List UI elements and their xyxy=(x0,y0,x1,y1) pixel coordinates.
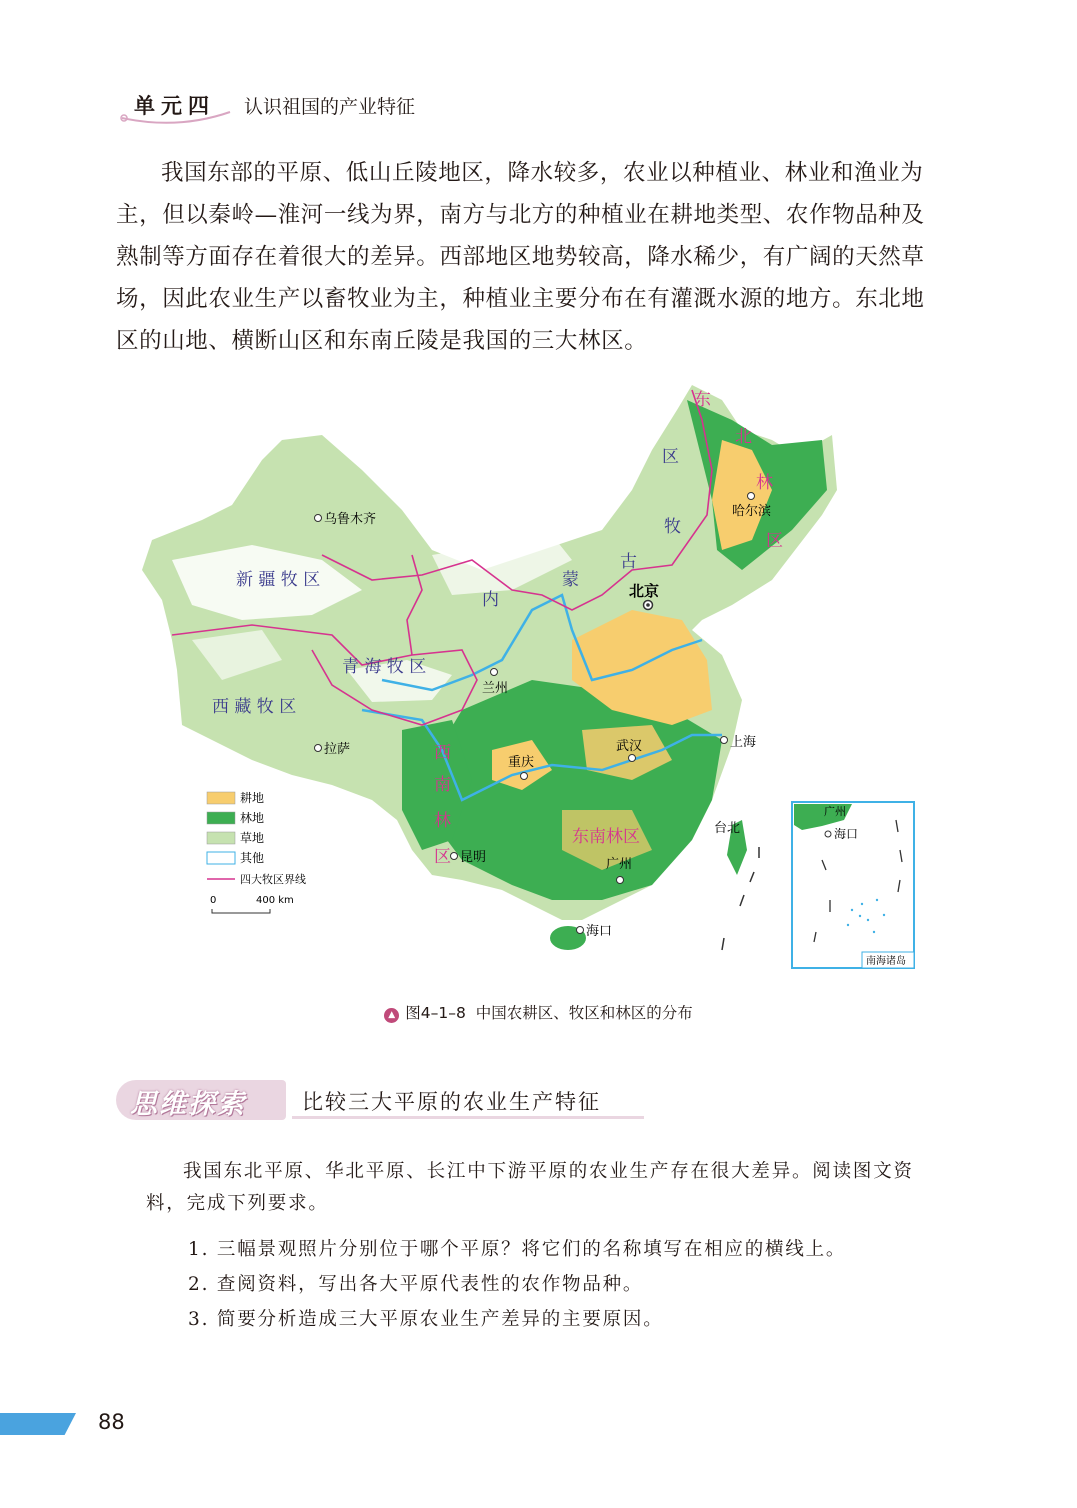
activity-paragraph: 我国东北平原、华北平原、长江中下游平原的农业生产存在很大差异。阅读图文资料，完成下列要求。 xyxy=(146,1161,914,1214)
city-marker xyxy=(491,669,498,676)
region-label-qu: 区 xyxy=(662,447,679,467)
legend-label-other: 其他 xyxy=(240,851,265,865)
city-marker xyxy=(315,745,322,752)
section-header xyxy=(116,1080,676,1122)
task-list xyxy=(188,1232,846,1337)
task-item: 2. 查阅资料，写出各大平原代表性的农作物品种。 xyxy=(188,1274,644,1295)
region-label-gu: 古 xyxy=(620,552,637,572)
task-item: 1. 三幅景观照片分别位于哪个平原？将它们的名称填写在相应的横线上。 xyxy=(188,1239,847,1260)
city-label-urumqi: 乌鲁木齐 xyxy=(324,512,377,527)
scale-bar xyxy=(212,909,270,913)
city-label-kunming: 昆明 xyxy=(460,850,487,865)
region-label-xinan-3: 林 xyxy=(434,811,451,831)
city-marker xyxy=(748,493,755,500)
legend-swatch-cropland xyxy=(207,792,235,804)
region-label-dongbei-2: 北 xyxy=(735,427,752,447)
city-marker-capital-dot xyxy=(646,603,650,607)
page-number-bar xyxy=(0,1413,76,1435)
legend-label-cropland: 耕地 xyxy=(240,791,265,805)
section-tag: 思维探索 xyxy=(130,1089,246,1120)
city-label-lhasa: 拉萨 xyxy=(324,742,351,757)
city-label-guangzhou: 广州 xyxy=(606,857,633,872)
region-label-dongbei-4: 区 xyxy=(766,531,783,551)
scale-distance: 400 km xyxy=(256,895,294,906)
south-china-sea-inset xyxy=(792,802,914,968)
city-label-beijing: 北京 xyxy=(629,582,660,600)
intro-paragraph: 我国东部的平原、低山丘陵地区，降水较多，农业以种植业、林业和渔业为主，但以秦岭—淮河一线为界，南方与北方的种植业在耕地类型、农作物品种及熟制等方面存在着很大的差异。西部地区地势较高，降水稀少，有广阔的天然草场，因此农业生产以畜牧业为主，种植业主要分布在有灌溉水源的地方。东北地区的山地、横断山区和东南丘陵是我国的三大林区。 xyxy=(116,160,925,354)
region-label-qinghai: 青 海 牧 区 xyxy=(342,657,427,677)
region-label-dongbei-1: 东 xyxy=(694,390,711,410)
task-item: 3. 简要分析造成三大平原农业生产差异的主要原因。 xyxy=(188,1309,664,1330)
activity-intro xyxy=(146,1156,936,1220)
unit-label: 单元四 xyxy=(134,94,215,118)
unit-title: 认识祖国的产业特征 xyxy=(244,96,416,118)
city-label-chongqing: 重庆 xyxy=(508,755,535,770)
city-label-haikou: 海口 xyxy=(586,924,613,939)
inset-label-haikou: 海口 xyxy=(834,827,859,841)
legend-swatch-grassland xyxy=(207,832,235,844)
map-legend xyxy=(207,790,306,913)
city-marker xyxy=(721,737,728,744)
scale-zero: 0 xyxy=(210,895,217,906)
region-label-mu: 牧 xyxy=(664,517,681,537)
city-marker xyxy=(451,853,458,860)
section-underline xyxy=(292,1116,644,1119)
region-label-xinan-4: 区 xyxy=(434,847,451,867)
region-label-xinan-1: 西 xyxy=(434,743,451,763)
city-label-taibei: 台北 xyxy=(714,821,741,836)
section-title: 比较三大平原的农业生产特征 xyxy=(302,1090,601,1114)
china-agriculture-map xyxy=(132,380,932,980)
inset-label: 南海诸岛 xyxy=(866,956,906,967)
region-label-xizang: 西 藏 牧 区 xyxy=(212,697,297,717)
city-label-wuhan: 武汉 xyxy=(616,739,643,754)
city-marker xyxy=(629,755,636,762)
legend-label-forest: 林地 xyxy=(240,811,265,825)
page-number: 88 xyxy=(98,1410,125,1434)
unit-header xyxy=(118,84,478,134)
legend-swatch-forest xyxy=(207,812,235,824)
caption-triangle-icon: ▲ xyxy=(384,1008,399,1023)
city-marker xyxy=(521,773,528,780)
region-label-xinjiang: 新 疆 牧 区 xyxy=(236,570,321,590)
region-label-dongnan: 东南林区 xyxy=(572,827,640,847)
city-label-shanghai: 上海 xyxy=(730,735,757,750)
legend-label-grassland: 草地 xyxy=(240,831,265,845)
city-marker xyxy=(577,927,584,934)
region-label-meng: 蒙 xyxy=(562,570,579,590)
figure-caption xyxy=(0,1001,1077,1023)
legend-label-boundary: 四大牧区界线 xyxy=(240,873,306,886)
caption-text: 中国农耕区、牧区和林区的分布 xyxy=(475,1004,693,1022)
inset-label-guangzhou: 广州 xyxy=(824,805,846,818)
city-label-lanzhou: 兰州 xyxy=(482,681,509,696)
region-label-dongbei-3: 林 xyxy=(756,473,773,493)
legend-swatch-other xyxy=(207,852,235,864)
region-label-nei: 内 xyxy=(482,590,499,610)
region-label-xinan-2: 南 xyxy=(434,775,451,795)
caption-figure-number: 图4–1–8 xyxy=(405,1004,466,1022)
city-marker xyxy=(617,877,624,884)
city-label-harbin: 哈尔滨 xyxy=(732,504,772,519)
city-marker xyxy=(315,515,322,522)
inset-city-marker xyxy=(825,831,831,837)
header-wave-decoration xyxy=(118,104,238,124)
